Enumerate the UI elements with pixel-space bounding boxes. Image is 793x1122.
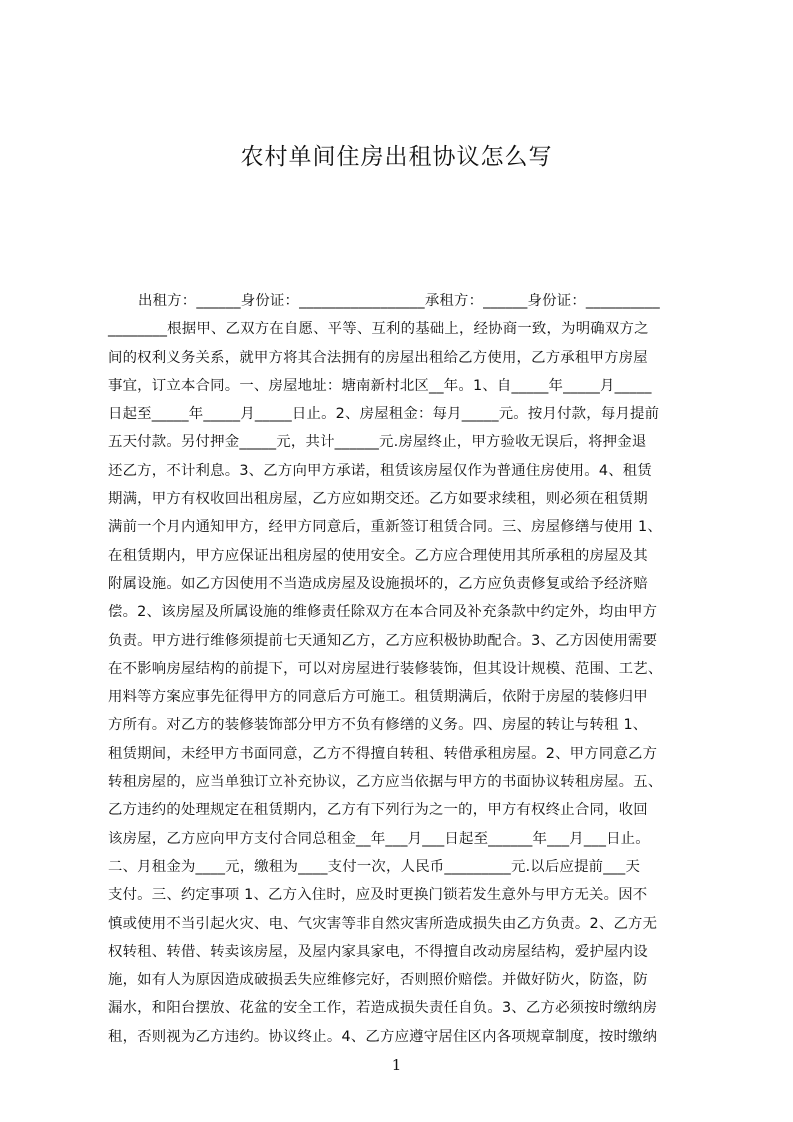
body-line: 偿。2、该房屋及所属设施的维修责任除双方在本合同及补充条款中约定外，均由甲方 xyxy=(108,604,658,621)
body-line: 在不影响房屋结构的前提下，可以对房屋进行装修装饰，但其设计规模、范围、工艺、 xyxy=(108,660,663,677)
document-body xyxy=(108,287,700,1045)
body-line: 五天付款。另付押金_____元，共计______元.房屋终止，甲方验收无误后，将押金退 xyxy=(108,434,647,451)
body-line: 漏水，和阳台摆放、花盆的安全工作，若造成损失责任自负。3、乙方必须按时缴纳房 xyxy=(108,1000,658,1017)
body-line: 权转租、转借、转卖该房屋，及屋内家具家电，不得擅自改动房屋结构，爱护屋内设 xyxy=(108,943,648,960)
body-line: 方所有。对乙方的装修装饰部分甲方不负有修缮的义务。四、房屋的转让与转租 1、 xyxy=(108,717,648,734)
body-line: 慎或使用不当引起火灾、电、气灾害等非自然灾害所造成损失由乙方负责。2、乙方无 xyxy=(108,915,658,932)
body-line: 租赁期间，未经甲方书面同意，乙方不得擅自转租、转借承租房屋。2、甲方同意乙方 xyxy=(108,745,658,762)
body-line: 该房屋，乙方应向甲方支付合同总租金__年___月___日起至______年___月___日止。 xyxy=(108,830,650,847)
body-line: 乙方违约的处理规定在租赁期内，乙方有下列行为之一的，甲方有权终止合同，收回 xyxy=(108,802,648,819)
body-line: 还乙方，不计利息。3、乙方向甲方承诺，租赁该房屋仅作为普通住房使用。4、租赁 xyxy=(108,462,652,479)
body-line: 日起至_____年_____月_____日止。2、房屋租金：每月_____元。按月付款，每月提前 xyxy=(108,406,660,423)
body-line: 施，如有人为原因造成破损丢失应维修完好，否则照价赔偿。并做好防火，防盗，防 xyxy=(108,972,648,989)
body-line: 二、月租金为____元，缴租为____支付一次，人民币_________元.以后应提前___天 xyxy=(108,858,641,875)
body-line: 出租方：______身份证：_________________承租方：______身份证：__________ xyxy=(138,293,660,309)
body-line: 转租房屋的，应当单独订立补充协议，乙方应当依据与甲方的书面协议转租房屋。五、 xyxy=(108,774,663,791)
body-line: 支付。三、约定事项 1、乙方入住时，应及时更换门锁若发生意外与甲方无关。因不 xyxy=(108,887,648,904)
body-line: 负责。甲方进行维修须提前七天通知乙方，乙方应积极协助配合。3、乙方因使用需要 xyxy=(108,632,658,649)
body-line: ________根据甲、乙双方在自愿、平等、互利的基础上，经协商一致，为明确双方之 xyxy=(108,321,649,338)
body-line: 期满，甲方有权收回出租房屋，乙方应如期交还。乙方如要求续租，则必须在租赁期 xyxy=(108,491,648,508)
page-number: 1 xyxy=(391,1056,402,1074)
body-line: 事宜，订立本合同。一、房屋地址：塘南新村北区__年。1、自_____年_____月_____ xyxy=(108,377,652,394)
body-line: 间的权利义务关系，就甲方将其合法拥有的房屋出租给乙方使用，乙方承租甲方房屋 xyxy=(108,349,648,366)
body-line: 在租赁期内，甲方应保证出租房屋的使用安全。乙方应合理使用其所承租的房屋及其 xyxy=(108,547,648,564)
document-title: 农村单间住房出租协议怎么写 xyxy=(240,144,553,170)
body-line: 租，否则视为乙方违约。协议终止。4、乙方应遵守居住区内各项规章制度，按时缴纳 xyxy=(108,1028,658,1045)
body-line: 满前一个月内通知甲方，经甲方同意后，重新签订租赁合同。三、房屋修缮与使用 1、 xyxy=(108,519,662,536)
body-line: 用料等方案应事先征得甲方的同意后方可施工。租赁期满后，依附于房屋的装修归甲 xyxy=(108,689,648,706)
body-line: 附属设施。如乙方因使用不当造成房屋及设施损坏的，乙方应负责修复或给予经济赔 xyxy=(108,575,648,592)
